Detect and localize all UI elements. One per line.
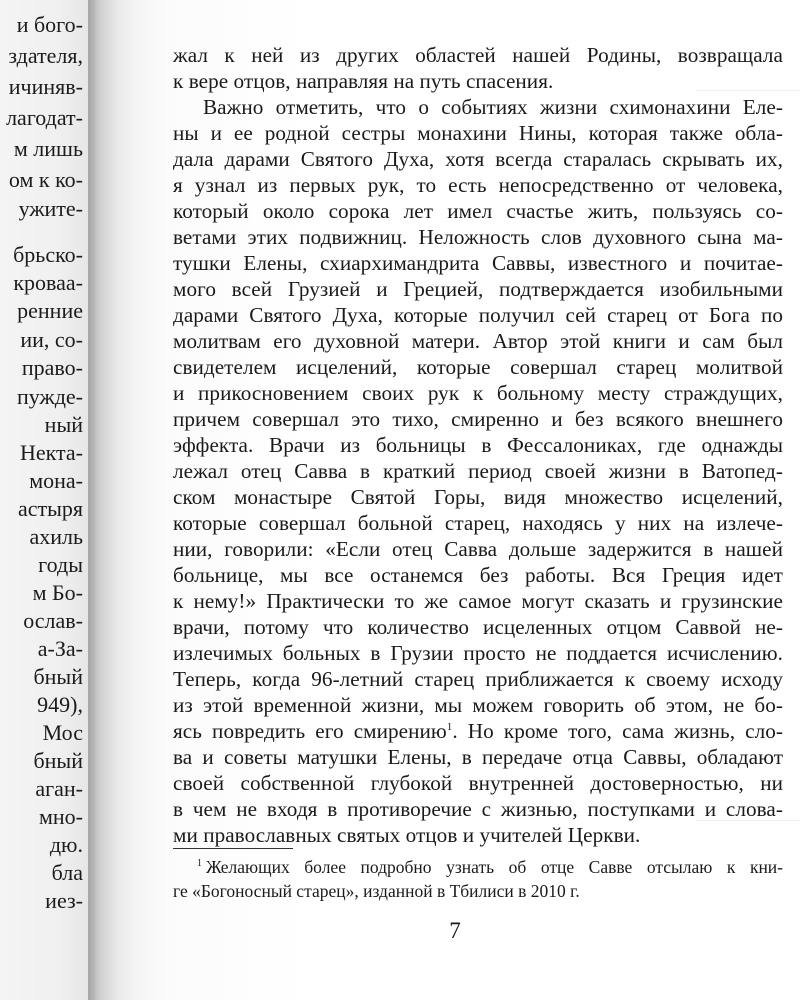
left-page-line: ренние (17, 298, 83, 323)
page-number: 7 (449, 918, 461, 943)
footnote-divider (173, 848, 293, 849)
body-line: врачи, потому что количество исцеленных отцом Саввой не- (173, 615, 783, 639)
left-page-line: Некта- (19, 440, 83, 465)
body-line: и прикосновением своих рук к больному месту страждущих, (173, 381, 783, 405)
body-line-part: . Но кроме того, сама жизнь, сло- (452, 719, 783, 743)
left-page-line: ом к ко- (8, 167, 83, 192)
footnote-reference[interactable]: 1 (446, 720, 453, 733)
left-page-line: право- (21, 355, 83, 380)
body-line: дала дарами Святого Духа, хотя всегда старалась скрывать их, (173, 147, 783, 171)
left-page-line: ужите- (18, 196, 83, 221)
body-line: нии, говорили: «Если отец Савва дольше задержится в нашей (173, 537, 783, 561)
left-page-line: 949), (37, 692, 83, 717)
body-line: ветами этих подвижниц. Неложность слов духовного сына ма- (173, 225, 783, 249)
body-line: я узнал из первых рук, то есть непосредственно от человека, (173, 173, 783, 197)
body-line: жал к ней из других областей нашей Родины, возвращала (173, 43, 783, 67)
left-page-line: ослав- (23, 608, 83, 633)
left-page-line: дю. (49, 832, 83, 857)
left-page-line: лагодат- (6, 105, 83, 130)
body-line: ми православных святых отцов и учителей Церкви. (173, 823, 641, 847)
body-line: Теперь, когда 96-летний старец приближается к своему исходу (173, 667, 783, 691)
book-page (95, 0, 800, 1000)
body-line: в чем не входя в противоречие с жизнью, поступками и слова- (173, 797, 783, 821)
body-line: к вере отцов, направляя на путь спасения. (173, 69, 554, 93)
footnote-text: Желающих более подробно узнать об отце Савве отсылаю к кни- (206, 857, 783, 877)
body-line: который около сорока лет имел счастье жить, пользуясь со- (173, 199, 783, 223)
left-page-line: ный (44, 412, 83, 437)
body-line: ском монастыре Святой Горы, видя множество исцелений, (173, 485, 783, 509)
body-line: лежал отец Савва в краткий период своей жизни в Ватопед- (173, 459, 783, 483)
left-page-line: ичиняв- (8, 74, 83, 99)
left-page-line: кроваа- (13, 270, 83, 295)
body-line: Важно отметить, что о событиях жизни схимонахини Еле- (203, 95, 783, 119)
body-line: к нему!» Практически то же самое могут сказать и грузинские (173, 589, 783, 613)
left-page-line: мона- (29, 468, 83, 493)
footnote-line (197, 859, 783, 877)
body-line: эффекта. Врачи из больницы в Фессалониках, где однажды (173, 433, 783, 457)
left-page-line: м лишь (13, 136, 83, 161)
body-line: которые совершал больной старец, находясь у них на излече- (173, 511, 783, 535)
body-line: тушки Елены, схиархимандрита Саввы, известного и почитае- (173, 251, 783, 275)
body-line-part: ясь повредить его смирению (173, 719, 447, 743)
body-line: ва и советы матушки Елены, в передаче отца Саввы, обладают (173, 745, 783, 769)
body-line: своей собственной глубокой внутренней достоверностью, ни (173, 771, 783, 795)
left-page-line: Мос (42, 720, 83, 745)
body-line: дарами Святого Духа, которые получил сей старец от Бога по (173, 303, 783, 327)
previous-page-edge (0, 0, 95, 1000)
left-page-line: пужде- (17, 384, 83, 409)
left-page-line: м Бо- (32, 580, 83, 605)
left-page-line: бный (33, 664, 83, 689)
binding-shadow (88, 0, 138, 1000)
left-page-line: бла (51, 860, 83, 885)
left-page-line: иез- (45, 888, 83, 913)
footnote-line: ге «Богоносный старец», изданной в Тбилиси в 2010 г. (173, 881, 580, 901)
body-line: молитвам его духовной матери. Автор этой книги и сам был (173, 329, 783, 353)
body-line: больнице, мы все останемся без работы. Вся Греция идет (173, 563, 783, 587)
left-page-line: астыря (17, 496, 83, 521)
body-line: мого всей Грузией и Грецией, подтверждается изобильными (173, 277, 783, 301)
body-line: свидетелем исцелений, которые совершал старец молитвой (173, 355, 783, 379)
body-line: излечимых больных в Грузии просто не поддается исчислению. (173, 641, 783, 665)
body-line-with-footnote-ref (173, 721, 783, 742)
body-line: ны и ее родной сестры монахини Нины, которая также обла- (173, 121, 783, 145)
left-page-line: аган- (35, 776, 83, 801)
footnote-mark: 1 (197, 858, 202, 870)
left-page-line: ии, со- (20, 327, 83, 352)
left-page-line: ахиль (29, 524, 83, 549)
left-page-line: годы (38, 552, 83, 577)
left-page-line: брьско- (13, 242, 83, 267)
left-page-line: здателя, (8, 43, 83, 68)
left-page-line: а-За- (37, 636, 83, 661)
left-page-line: и бого- (16, 12, 83, 37)
left-page-line: бный (33, 748, 83, 773)
left-page-line: мно- (38, 804, 83, 829)
body-line: из этой временной жизни, мы можем говорить об этом, не бо- (173, 693, 783, 717)
body-line: причем совершал это тихо, смиренно и без всякого внешнего (173, 407, 783, 431)
